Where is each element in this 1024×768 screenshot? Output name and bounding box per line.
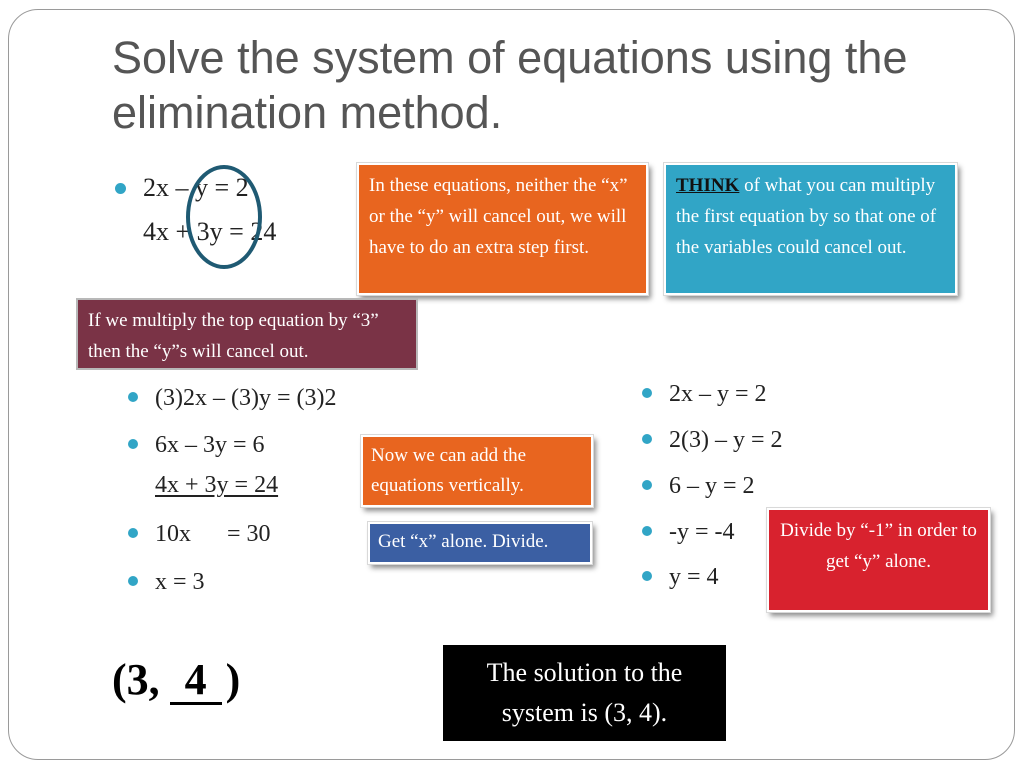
think-label: THINK [676, 175, 740, 196]
bullet-dot [128, 439, 138, 449]
callout-add-vertically: Now we can add the equations vertically. [361, 435, 593, 507]
callout-get-x-alone: Get “x” alone. Divide. [368, 522, 592, 564]
step-multiply: (3)2x – (3)y = (3)2 [155, 385, 337, 411]
bullet-dot [642, 434, 652, 444]
bullet-dot [128, 576, 138, 586]
right-step-5: y = 4 [669, 564, 719, 590]
bullet-dot [128, 392, 138, 402]
y-highlight-ellipse [186, 165, 262, 269]
answer-y-blank: 4 [170, 658, 222, 705]
bullet-dot [115, 183, 126, 194]
callout-divide-neg1: Divide by “-1” in order to get “y” alone. [767, 508, 990, 612]
step-sum: 10x = 30 [155, 521, 271, 547]
bullet-dot [642, 526, 652, 536]
right-step-2: 2(3) – y = 2 [669, 427, 783, 453]
answer-close: ) [225, 655, 241, 704]
bullet-dot [128, 528, 138, 538]
callout-cannot-cancel: In these equations, neither the “x” or the “y” will cancel out, we will have to do an extra step first. [357, 163, 648, 295]
equation-2: 4x + 3y = 24 [143, 217, 277, 246]
bullet-dot [642, 571, 652, 581]
answer-ordered-pair [112, 652, 240, 708]
solution-box: The solution to the system is (3, 4). [443, 645, 726, 741]
equation-1: 2x – y = 2 [143, 173, 249, 202]
slide-title: Solve the system of equations using the elimination method. [112, 32, 908, 138]
right-step-3: 6 – y = 2 [669, 473, 755, 499]
step-eq2: 4x + 3y = 24 [155, 472, 279, 498]
right-step-4: -y = -4 [669, 519, 735, 545]
step-scaled-eq1: 6x – 3y = 6 [155, 432, 265, 458]
bullet-dot [642, 480, 652, 490]
right-step-1: 2x – y = 2 [669, 381, 767, 407]
callout-multiply-by-3: If we multiply the top equation by “3” then the “y”s will cancel out. [76, 298, 418, 370]
callout-think [664, 163, 957, 295]
bullet-dot [642, 388, 652, 398]
step-x-value: x = 3 [155, 569, 205, 595]
answer-open: (3, [112, 655, 160, 704]
think-text: of what you can multiply the first equation by so that one of the variables could cancel out. [676, 175, 937, 258]
